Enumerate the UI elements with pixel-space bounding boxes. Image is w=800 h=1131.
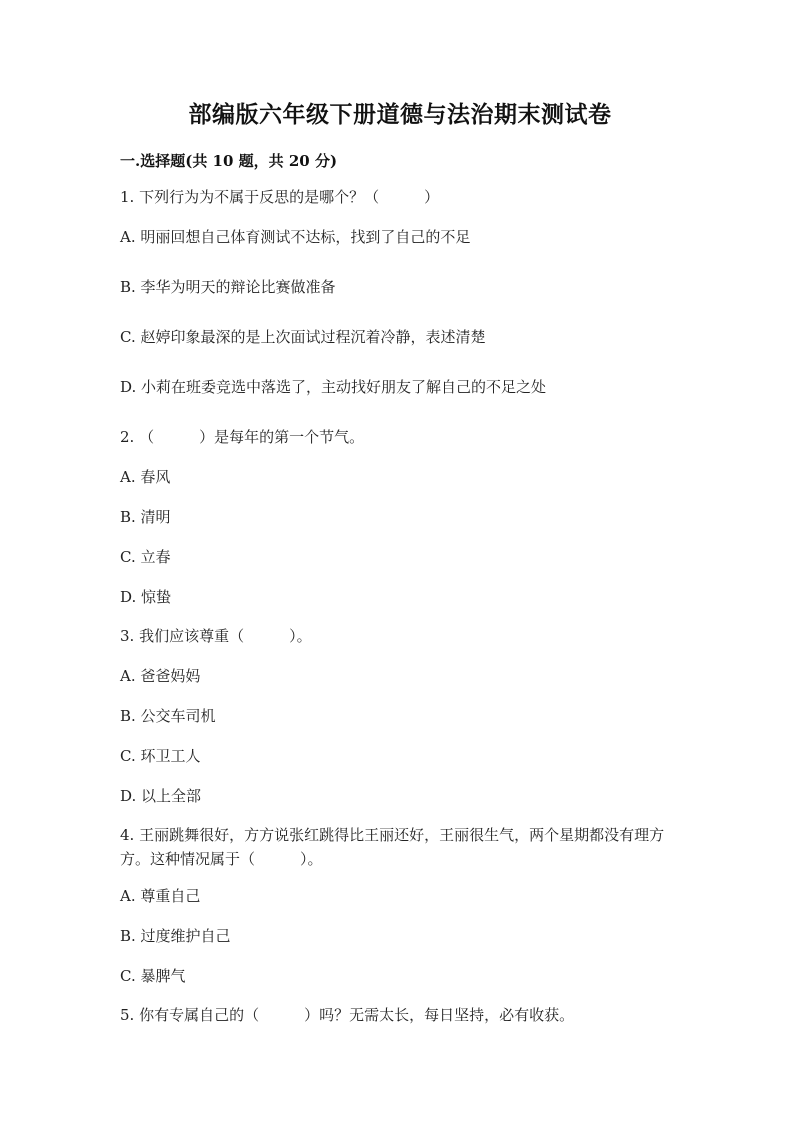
question-4-stem: 4. 王丽跳舞很好，方方说张红跳得比王丽还好，王丽很生气，两个星期都没有理方方。这种情况属于（ ）。 — [120, 826, 665, 868]
question-3-option-a: A. 爸爸妈妈 — [120, 667, 201, 685]
question-3-option-c: C. 环卫工人 — [120, 747, 201, 765]
question-3-option-d: D. 以上全部 — [120, 787, 202, 805]
question-1-option-c: C. 赵婷印象最深的是上次面试过程沉着冷静，表述清楚 — [120, 328, 486, 346]
question-2-option-c: C. 立春 — [120, 548, 171, 566]
question-4-option-b: B. 过度维护自己 — [120, 927, 231, 945]
question-5-stem: 5. 你有专属自己的（ ）吗？无需太长，每日坚持，必有收获。 — [120, 1006, 575, 1024]
question-4-option-c: C. 暴脾气 — [120, 967, 186, 985]
question-1-option-b: B. 李华为明天的辩论比赛做准备 — [120, 278, 336, 296]
question-1-option-d: D. 小莉在班委竞选中落选了，主动找好朋友了解自己的不足之处 — [120, 378, 547, 396]
question-1-stem: 1. 下列行为为不属于反思的是哪个？（ ） — [120, 188, 440, 206]
question-2-option-a: A. 春风 — [120, 468, 171, 486]
question-2-stem: 2. （ ）是每年的第一个节气。 — [120, 428, 365, 446]
question-3-option-b: B. 公交车司机 — [120, 707, 216, 725]
page-title: 部编版六年级下册道德与法治期末测试卷 — [188, 101, 612, 128]
question-2-option-b: B. 清明 — [120, 508, 171, 526]
question-1-option-a: A. 明丽回想自己体育测试不达标，找到了自己的不足 — [120, 228, 471, 246]
question-3-stem: 3. 我们应该尊重（ ）。 — [120, 627, 312, 645]
question-2-option-d: D. 惊蛰 — [120, 588, 172, 606]
section-heading: 一.选择题(共 10 题，共 20 分) — [120, 152, 338, 170]
question-4-option-a: A. 尊重自己 — [120, 887, 201, 905]
